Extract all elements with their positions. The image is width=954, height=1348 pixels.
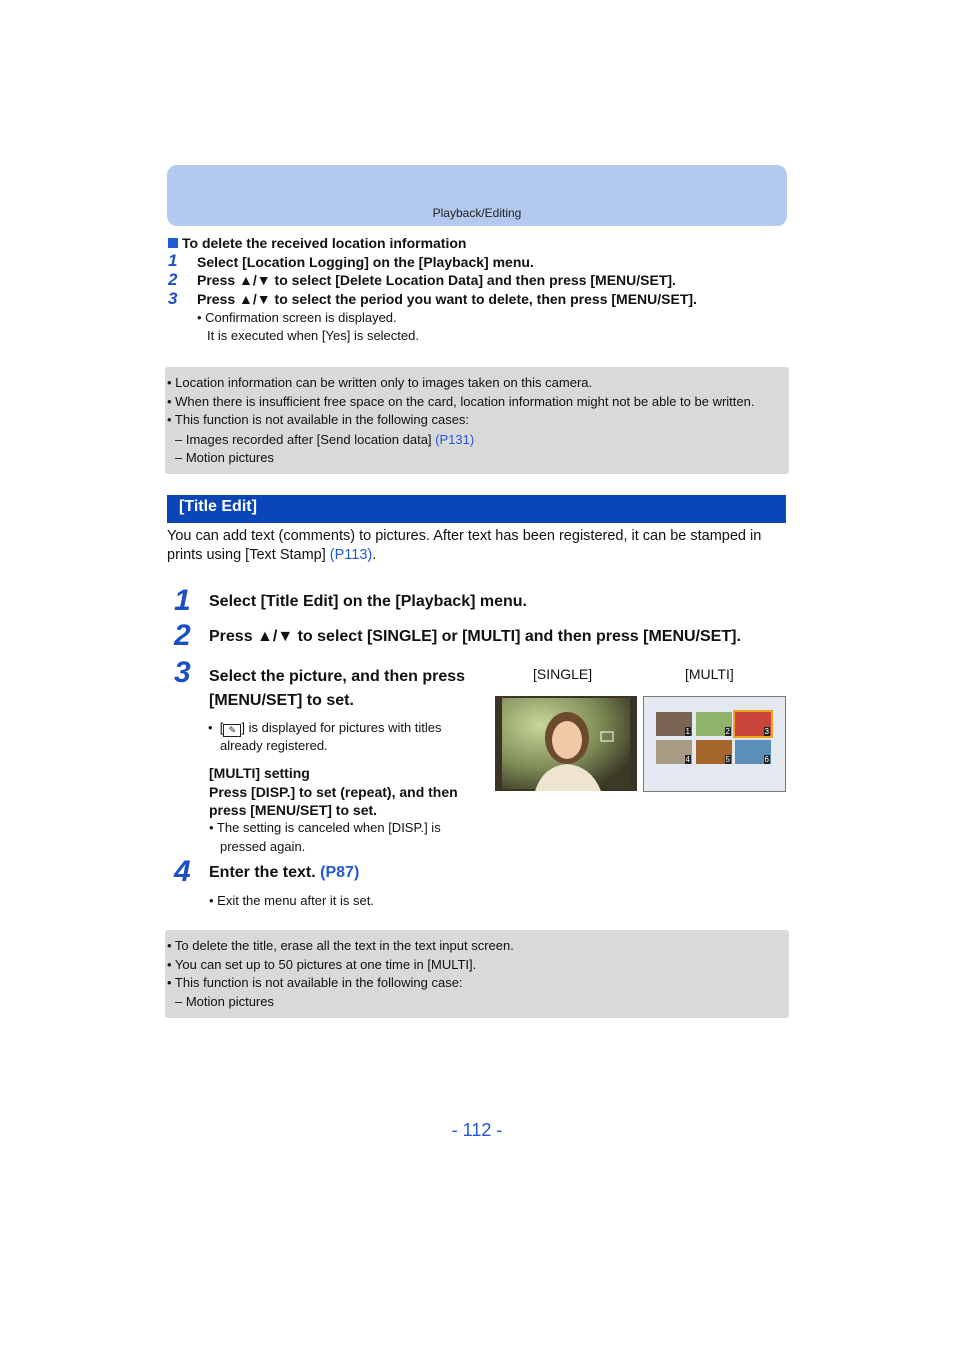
- single-preview-image: [495, 696, 637, 791]
- step-4-text: Enter the text. (P87): [209, 864, 360, 881]
- page-number: - 112 -: [451, 1120, 503, 1140]
- section-title: [Title Edit]: [179, 498, 257, 515]
- thumbnail[interactable]: 4: [656, 740, 692, 764]
- note-line: • This function is not available in the following cases:: [167, 412, 470, 427]
- thumbnail[interactable]: 6: [735, 740, 771, 764]
- note-dash-line: – Motion pictures: [175, 993, 274, 1009]
- multi-label: [MULTI]: [685, 666, 734, 682]
- step-num: 1: [168, 251, 178, 270]
- p87-link[interactable]: (P87): [320, 864, 360, 881]
- location-step-2: Press ▲/▼ to select [Delete Location Data] and then press [MENU/SET].: [197, 272, 676, 288]
- location-heading: To delete the received location information: [168, 235, 466, 251]
- p131-link[interactable]: (P131): [435, 431, 475, 447]
- location-step-3: Press ▲/▼ to select the period you want to delete, then press [MENU/SET].: [197, 291, 697, 307]
- multi-setting: [MULTI] setting Press [DISP.] to set (repeat), and then press [MENU/SET] to set.: [209, 765, 458, 818]
- step-number-1: 1: [174, 584, 191, 617]
- title-stamp-icon: ✎: [223, 724, 241, 737]
- intro-text: You can add text (comments) to pictures. After text has been registered, it can be stamped in prints using [Text Stamp] (P113).: [167, 528, 762, 563]
- portrait-photo: [495, 696, 637, 791]
- thumbnail[interactable]: 1: [656, 712, 692, 736]
- step-4-note: • Exit the menu after it is set.: [209, 893, 374, 908]
- note-line: • You can set up to 50 pictures at one time in [MULTI].: [167, 956, 477, 972]
- p113-link[interactable]: (P113): [329, 546, 373, 563]
- location-sub-2: It is executed when [Yes] is selected.: [207, 328, 419, 343]
- note-line: • This function is not available in the following case:: [167, 975, 463, 990]
- location-step-1: Select [Location Logging] on the [Playback] menu.: [197, 254, 534, 270]
- note-dash-line: – Motion pictures: [175, 450, 274, 465]
- multi-preview-screen: [643, 696, 786, 792]
- step-num: 2: [168, 270, 178, 289]
- note-line: • Location information can be written only to images taken on this camera.: [167, 375, 593, 390]
- single-label: [SINGLE]: [533, 666, 593, 682]
- note-line: • To delete the title, erase all the text in the text input screen.: [167, 938, 514, 953]
- section-title-bar: [167, 495, 786, 523]
- step-num: 3: [168, 289, 178, 308]
- square-bullet-icon: [168, 238, 178, 248]
- step-number-2: 2: [174, 619, 191, 652]
- thumbnail[interactable]: 2: [696, 712, 732, 736]
- section-header: Playback/Editing: [432, 206, 522, 220]
- step-number-4: 4: [174, 855, 191, 888]
- note-box-1-text: [167, 374, 789, 468]
- step-3-text: Select the picture, and then press [MENU/SET] to set.: [209, 668, 466, 709]
- note-dash-line: – Images recorded after [Send location data] (P131): [175, 431, 475, 447]
- step-number-3: 3: [174, 656, 191, 689]
- step-3-note: • [ ✎ ] is displayed for pictures with titles already registered.: [208, 720, 442, 753]
- step-2-text: Press ▲/▼ to select [SINGLE] or [MULTI] and then press [MENU/SET].: [209, 628, 741, 645]
- multi-note: • The setting is canceled when [DISP.] is pressed again.: [209, 820, 441, 854]
- thumbnail-selected[interactable]: 3: [735, 712, 771, 736]
- note-line: • When there is insufficient free space on the card, location information might not be able to be written.: [167, 393, 755, 409]
- thumbnail[interactable]: 5: [696, 740, 732, 764]
- location-sub-1: • Confirmation screen is displayed.: [197, 310, 397, 325]
- note-box-2-text: [167, 937, 789, 1011]
- step-1-text: Select [Title Edit] on the [Playback] menu.: [209, 593, 527, 610]
